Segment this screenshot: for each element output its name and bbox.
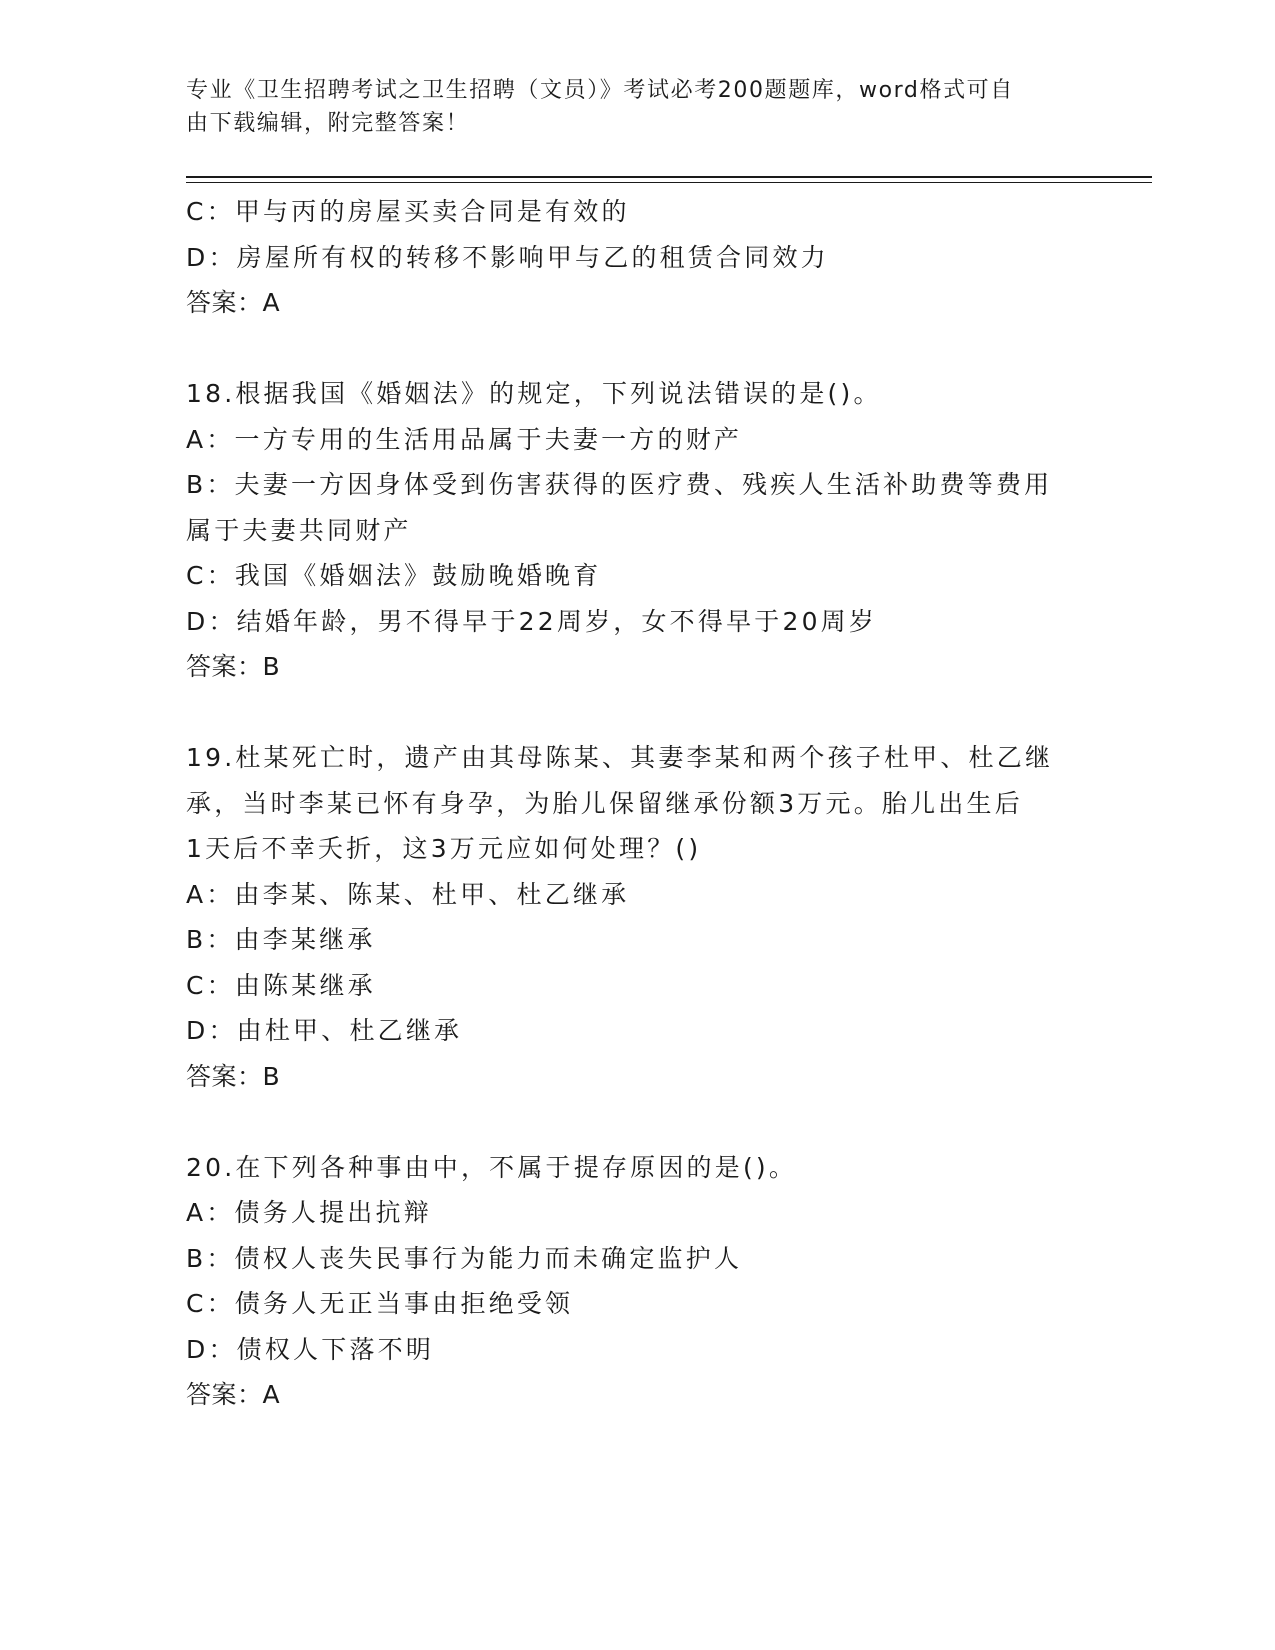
answer-line: 答案：A [186, 288, 281, 317]
option-b: B：债权人丧失民事行为能力而未确定监护人 [186, 1243, 743, 1273]
question-stem-line-1: 19.杜某死亡时，遗产由其母陈某、其妻李某和两个孩子杜甲、杜乙继 [186, 743, 1054, 772]
answer-line: 答案：B [186, 1061, 281, 1091]
option-b-line-2: 属于夫妻共同财产 [186, 515, 412, 545]
option-b: B：由李某继承 [186, 925, 376, 954]
option-c: C：我国《婚姻法》鼓励晚婚晚育 [186, 561, 602, 590]
answer-line: 答案：A [186, 1380, 281, 1409]
question-list [186, 189, 1086, 1418]
option-a: A：由李某、陈某、杜甲、杜乙继承 [186, 879, 630, 909]
question-20 [186, 1145, 1086, 1418]
option-c: C：甲与丙的房屋买卖合同是有效的 [186, 197, 630, 226]
spacer [186, 326, 1086, 372]
option-b-line-1: B：夫妻一方因身体受到伤害获得的医疗费、残疾人生活补助费等费用 [186, 470, 1053, 499]
option-a: A：一方专用的生活用品属于夫妻一方的财产 [186, 424, 743, 454]
option-c: C：债务人无正当事由拒绝受领 [186, 1289, 574, 1318]
option-d: D：由杜甲、杜乙继承 [186, 1016, 463, 1045]
question-18 [186, 371, 1086, 690]
header-divider-thick [186, 176, 1152, 178]
option-c: C：由陈某继承 [186, 970, 376, 1000]
option-a: A：债务人提出抗辩 [186, 1198, 432, 1227]
header-line-2: 由下载编辑，附完整答案！ [186, 111, 470, 136]
question-stem-line-3: 1天后不幸夭折，这3万元应如何处理？() [186, 834, 702, 863]
page-header [186, 74, 1066, 140]
header-line-1: 专业《卫生招聘考试之卫生招聘（文员）》考试必考200题题库，word格式可自 [186, 78, 1014, 103]
option-d: D：债权人下落不明 [186, 1334, 435, 1364]
question-stem-line-2: 承，当时李某已怀有身孕，为胎儿保留继承份额3万元。胎儿出生后 [186, 788, 1023, 818]
option-d: D：房屋所有权的转移不影响甲与乙的租赁合同效力 [186, 242, 829, 272]
header-divider-thin [186, 182, 1152, 183]
answer-line: 答案：B [186, 652, 281, 681]
question-17-continued [186, 189, 1086, 326]
question-19 [186, 735, 1086, 1099]
question-stem: 20.在下列各种事由中，不属于提存原因的是()。 [186, 1152, 798, 1182]
spacer [186, 1099, 1086, 1145]
question-stem: 18.根据我国《婚姻法》的规定，下列说法错误的是()。 [186, 379, 882, 408]
spacer [186, 690, 1086, 736]
option-d: D：结婚年龄，男不得早于22周岁，女不得早于20周岁 [186, 606, 878, 636]
